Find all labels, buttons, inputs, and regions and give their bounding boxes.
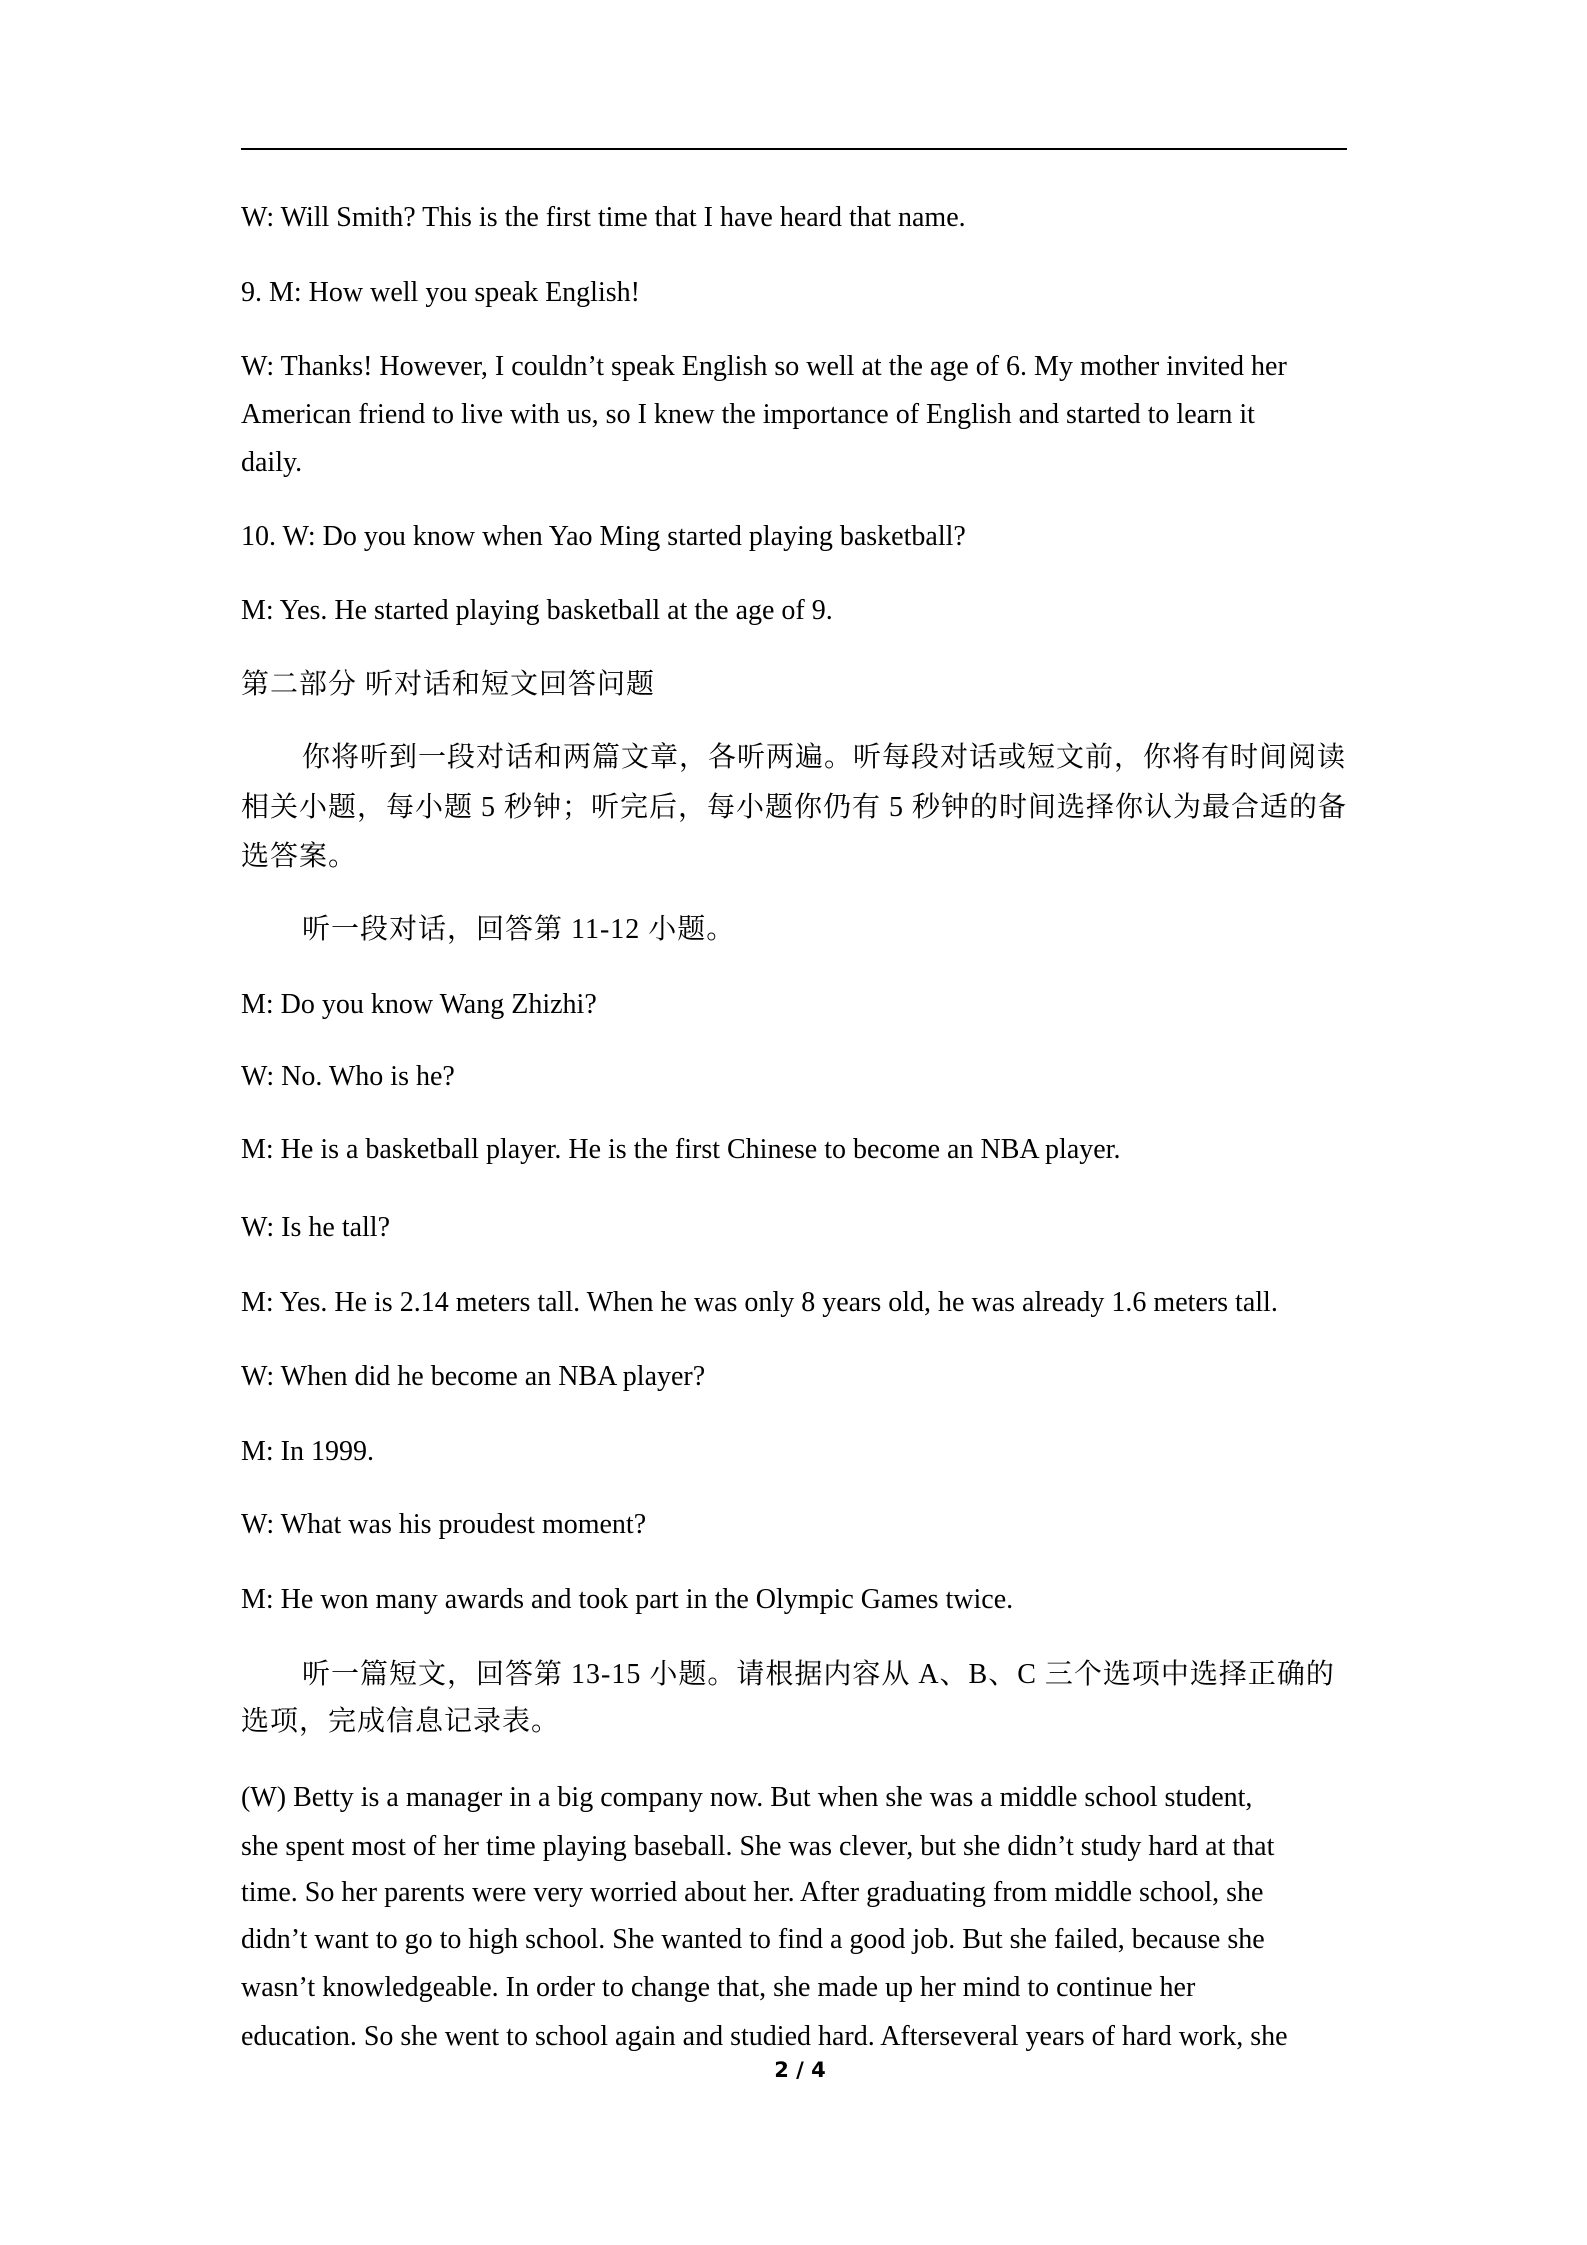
dialogue-line: daily.	[241, 447, 303, 478]
dialogue-line: W: No. Who is he?	[241, 1061, 455, 1092]
dialogue-line: M: He won many awards and took part in the Olympic Games twice.	[241, 1584, 1014, 1615]
dialogue-line: M: Yes. He is 2.14 meters tall. When he was only 8 years old, he was already 1.6 meters tall.	[241, 1287, 1278, 1318]
dialogue-line: W: Is he tall?	[241, 1212, 391, 1243]
dialogue-line: didn’t want to go to high school. She wanted to find a good job. But she failed, because she	[241, 1924, 1265, 1955]
instruction-line: 听一段对话，回答第 11-12 小题。	[302, 914, 736, 945]
instruction-line: 选答案。	[241, 841, 358, 872]
instruction-line: 相关小题，每小题 5 秒钟；听完后，每小题你仍有 5 秒钟的时间选择你认为最合适的备	[241, 792, 1348, 823]
instruction-line: 选项，完成信息记录表。	[241, 1706, 561, 1737]
dialogue-line: education. So she went to school again and studied hard. Afterseveral years of hard work, she	[241, 2021, 1288, 2052]
dialogue-line: W: When did he become an NBA player?	[241, 1361, 706, 1392]
instruction-line: 你将听到一段对话和两篇文章，各听两遍。听每段对话或短文前，你将有时间阅读	[302, 742, 1347, 773]
dialogue-line: M: He is a basketball player. He is the first Chinese to become an NBA player.	[241, 1134, 1121, 1165]
instruction-line: 听一篇短文，回答第 13-15 小题。请根据内容从 A、B、C 三个选项中选择正确的	[302, 1659, 1335, 1690]
dialogue-line: M: In 1999.	[241, 1436, 374, 1467]
instruction-line: 第二部分 听对话和短文回答问题	[241, 669, 656, 700]
dialogue-line: American friend to live with us, so I knew the importance of English and started to learn it	[241, 399, 1255, 430]
dialogue-line: wasn’t knowledgeable. In order to change that, she made up her mind to continue her	[241, 1972, 1196, 2003]
dialogue-line: W: Thanks! However, I couldn’t speak English so well at the age of 6. My mother invited her	[241, 351, 1287, 382]
dialogue-line: 9. M: How well you speak English!	[241, 277, 640, 308]
dialogue-line: she spent most of her time playing baseball. She was clever, but she didn’t study hard at that	[241, 1831, 1275, 1862]
dialogue-line: M: Do you know Wang Zhizhi?	[241, 989, 597, 1020]
dialogue-line: 10. W: Do you know when Yao Ming started playing basketball?	[241, 521, 966, 552]
dialogue-line: time. So her parents were very worried about her. After graduating from middle school, she	[241, 1877, 1264, 1908]
page-number: 2 / 4	[774, 2058, 826, 2082]
dialogue-line: W: What was his proudest moment?	[241, 1509, 647, 1540]
dialogue-line: M: Yes. He started playing basketball at the age of 9.	[241, 595, 833, 626]
dialogue-line: W: Will Smith? This is the first time that I have heard that name.	[241, 202, 966, 233]
dialogue-line: (W) Betty is a manager in a big company now. But when she was a middle school student,	[241, 1782, 1253, 1813]
header-rule	[241, 148, 1347, 150]
